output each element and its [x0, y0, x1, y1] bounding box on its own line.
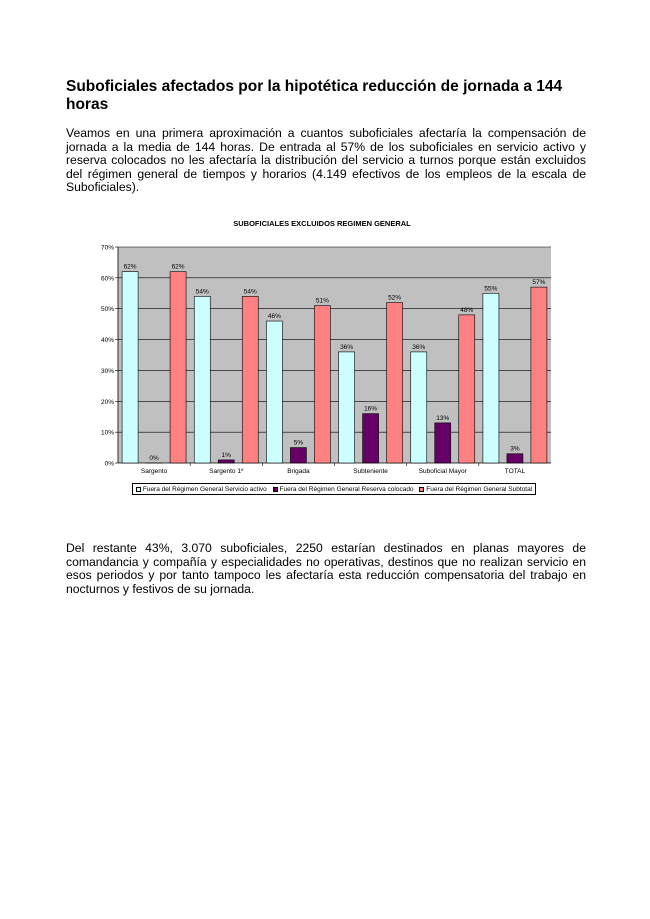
bar — [507, 454, 523, 463]
data-label: 5% — [293, 439, 304, 447]
closing-paragraph: Del restante 43%, 3.070 suboficiales, 2250 estarían destinados en planas mayores de comandancia y compañía y especialidades no operativas, destinos que no realizan servicio en esos periodos y por tanto tampoco les afectaría esta reducción compensatoria del trabajo en nocturnos y festivos de su jornada. — [66, 541, 586, 596]
bar-chart — [87, 213, 557, 503]
data-label: 36% — [340, 343, 354, 351]
data-label: 62% — [123, 263, 137, 271]
data-label: 16% — [364, 405, 378, 413]
bar — [339, 352, 355, 463]
x-tick-label: Suboficial Mayor — [418, 468, 467, 475]
data-label: 51% — [315, 297, 329, 305]
data-label: 62% — [171, 263, 185, 271]
y-tick-label: 0% — [104, 460, 114, 468]
bar — [242, 296, 258, 463]
legend-item-subtotal — [419, 486, 532, 493]
chart-plot — [87, 213, 557, 478]
bar — [314, 306, 330, 463]
data-label: 3% — [510, 445, 520, 453]
legend-item-reserva-colocado — [273, 486, 414, 493]
page-title: Suboficiales afectados por la hipotética reducción de jornada a 144 horas — [66, 78, 563, 113]
chart-legend — [132, 483, 536, 495]
bar — [266, 321, 282, 463]
data-label: 13% — [436, 414, 450, 422]
data-label: 57% — [532, 279, 546, 287]
data-label: 54% — [195, 288, 209, 296]
x-tick-label: Sargento — [140, 468, 168, 475]
bar — [218, 460, 234, 463]
y-tick-label: 70% — [100, 244, 114, 252]
y-tick-label: 40% — [100, 337, 114, 345]
y-tick-label: 60% — [100, 275, 114, 283]
bar — [483, 293, 499, 463]
legend-swatch — [136, 487, 141, 492]
bar — [435, 423, 451, 463]
legend-label: Fuera del Régimen General Reserva colocado — [279, 485, 414, 493]
legend-label: Fuera del Régimen General Servicio activo — [142, 485, 267, 493]
x-tick-label: TOTAL — [504, 468, 526, 475]
data-label: 55% — [484, 285, 498, 293]
y-tick-label: 20% — [100, 398, 114, 406]
intro-paragraph: Veamos en una primera aproximación a cuantos suboficiales afectaría la compensación de jornada a la media de 144 horas. De entrada al 57% de los suboficiales en servicio activo y reserva colocados no les afectaría la distribución del servicio a turnos porque están excluidos del régimen general de tiempos y horarios (4.149 efectivos de los empleos de la escala de Suboficiales). — [66, 126, 586, 195]
bar — [531, 287, 547, 463]
bar — [363, 414, 379, 463]
legend-label: Fuera del Régimen General Subtotal — [426, 485, 533, 493]
legend-swatch — [419, 487, 424, 492]
data-label: 1% — [221, 451, 231, 459]
x-tick-label: Sargento 1º — [209, 468, 244, 475]
y-tick-label: 10% — [100, 429, 114, 437]
chart-title: SUBOFICIALES EXCLUIDOS REGIMEN GENERAL — [233, 219, 411, 228]
data-label: 52% — [388, 294, 402, 302]
bar — [411, 352, 427, 463]
x-tick-label: Brigada — [287, 468, 310, 475]
data-label: 46% — [267, 313, 281, 321]
bar — [387, 303, 403, 463]
bar — [459, 315, 475, 463]
data-label: 54% — [243, 288, 257, 296]
bar — [290, 448, 306, 463]
bar — [170, 272, 186, 463]
y-tick-label: 50% — [100, 306, 114, 314]
x-tick-label: Subteniente — [353, 468, 388, 475]
y-tick-label: 30% — [100, 367, 114, 375]
legend-item-servicio-activo — [136, 486, 267, 493]
legend-swatch — [273, 487, 278, 492]
data-label: 0% — [149, 455, 159, 462]
data-label: 36% — [412, 343, 426, 351]
data-label: 48% — [460, 306, 474, 314]
bar — [194, 296, 210, 463]
bar — [122, 272, 138, 463]
